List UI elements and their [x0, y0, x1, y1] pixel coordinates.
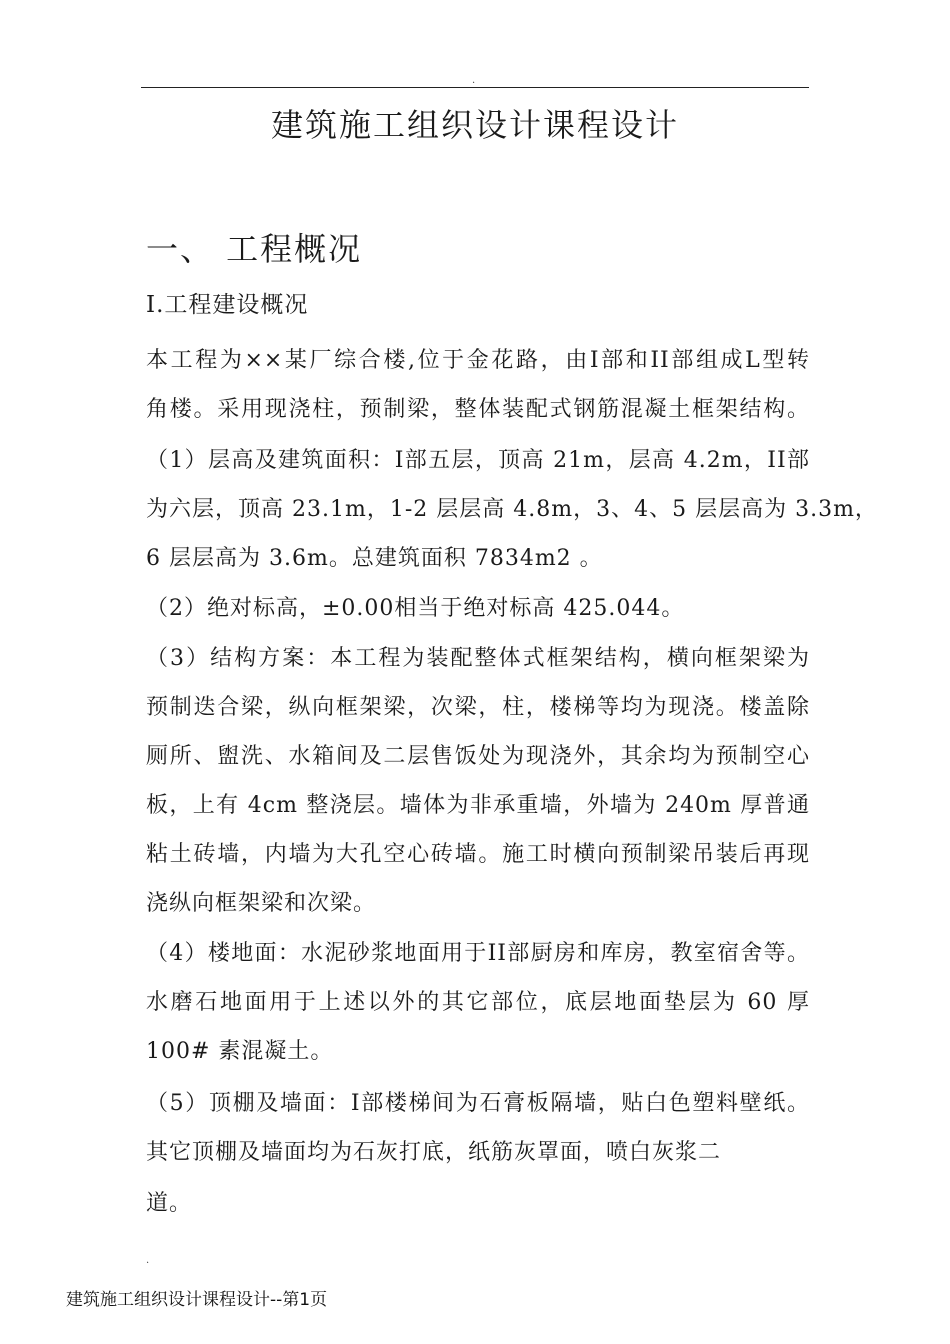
paragraph-line: （4）楼地面：水泥砂浆地面用于II部厨房和库房，教室宿舍等。 [146, 941, 810, 966]
paragraph-line: 板，上有 4cm 整浇层。墙体为非承重墙，外墙为 240m 厚普通 [146, 793, 810, 818]
paragraph-line: 6 层层高为 3.6m。总建筑面积 7834m2 。 [146, 546, 603, 571]
header-dot: . [472, 75, 476, 86]
page-footer: 建筑施工组织设计课程设计--第1页 [66, 1290, 328, 1310]
paragraph-line: （2）绝对标高，±0.00相当于绝对标高 425.044。 [146, 596, 685, 621]
paragraph-absolute-elevation [146, 584, 810, 633]
paragraph-structure-scheme [146, 634, 810, 928]
paragraph-line: （3）结构方案：本工程为装配整体式框架结构，横向框架梁为 [146, 646, 810, 671]
header-rule [141, 87, 809, 88]
paragraph-line: 道。 [146, 1191, 193, 1216]
paragraph-line: 其它顶棚及墙面均为石灰打底，纸筋灰罩面，喷白灰浆二 [146, 1140, 722, 1165]
paragraph-line: （1）层高及建筑面积：I部五层，顶高 21m，层高 4.2m，II部 [146, 448, 810, 473]
paragraph-line: 粘土砖墙，内墙为大孔空心砖墙。施工时横向预制梁吊装后再现 [146, 842, 810, 867]
paragraph-line: 本工程为××某厂综合楼,位于金花路，由I部和II部组成L型转 [146, 348, 810, 373]
section-heading: 一、 工程概况 [146, 230, 363, 268]
paragraph-line: 为六层，顶高 23.1m，1-2 层层高 4.8m，3、4、5 层层高为 3.3m， [146, 497, 878, 522]
paragraph-floor-height-area [146, 436, 878, 583]
paragraph-floor-finish [146, 929, 810, 1076]
paragraph-ceiling-wall [146, 1079, 810, 1228]
paragraph-line: 浇纵向框架梁和次梁。 [146, 891, 377, 916]
footer-dot: . [146, 1255, 150, 1266]
paragraph-line: 角楼。采用现浇柱，预制梁，整体装配式钢筋混凝土框架结构。 [146, 397, 810, 422]
paragraph-line: 厕所、盥洗、水箱间及二层售饭处为现浇外，其余均为预制空心 [146, 744, 810, 769]
paragraph-line: 100# 素混凝土。 [146, 1039, 334, 1064]
paragraph-line: 水磨石地面用于上述以外的其它部位，底层地面垫层为 60 厚 [146, 990, 810, 1015]
paragraph-line: （5）顶棚及墙面：I部楼梯间为石膏板隔墙，贴白色塑料壁纸。 [146, 1091, 810, 1116]
paragraph-line: 预制迭合梁，纵向框架梁，次梁，柱，楼梯等均为现浇。楼盖除 [146, 695, 810, 720]
subsection-heading: Ⅰ.工程建设概况 [146, 292, 309, 318]
document-title: 建筑施工组织设计课程设计 [270, 106, 679, 144]
paragraph-project-overview [146, 336, 810, 434]
